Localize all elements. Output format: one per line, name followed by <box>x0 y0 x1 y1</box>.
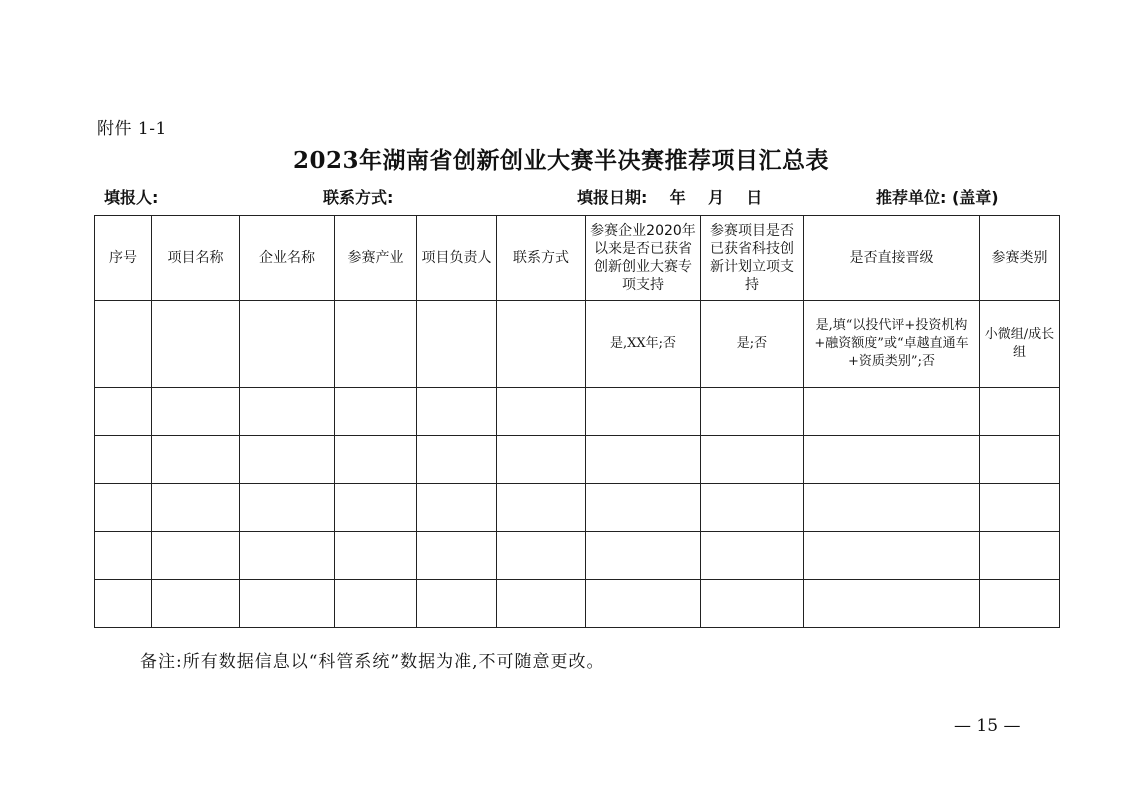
header-project-name: 项目名称 <box>152 216 240 301</box>
blank-rows <box>95 388 1060 628</box>
table-cell <box>417 484 497 532</box>
table-row <box>95 532 1060 580</box>
header-project-leader: 项目负责人 <box>417 216 497 301</box>
table-cell <box>335 436 417 484</box>
table-cell <box>586 580 701 628</box>
table-cell <box>152 532 240 580</box>
table-cell <box>95 388 152 436</box>
header-category: 参赛类别 <box>980 216 1060 301</box>
table-cell <box>586 436 701 484</box>
header-contest-support: 参赛企业2020年以来是否已获省创新创业大赛专项支持 <box>586 216 701 301</box>
table-cell <box>95 532 152 580</box>
header-plan-support: 参赛项目是否已获省科技创新计划立项支持 <box>701 216 804 301</box>
table-cell <box>417 532 497 580</box>
table-cell <box>701 388 804 436</box>
table-cell <box>95 484 152 532</box>
table-cell <box>497 388 586 436</box>
table-cell <box>417 301 497 388</box>
table-cell <box>335 301 417 388</box>
table-cell <box>497 532 586 580</box>
table-cell <box>240 436 335 484</box>
table-cell <box>497 301 586 388</box>
filler-label: 填报人: <box>104 188 159 207</box>
header-index: 序号 <box>95 216 152 301</box>
table-cell <box>152 580 240 628</box>
table-cell <box>980 580 1060 628</box>
table-cell <box>701 484 804 532</box>
table-cell <box>804 388 980 436</box>
attachment-label: 附件 1-1 <box>97 119 167 139</box>
table-cell <box>240 532 335 580</box>
header-direct-promotion: 是否直接晋级 <box>804 216 980 301</box>
table-cell <box>980 388 1060 436</box>
category-options: 小微组/成长组 <box>980 301 1060 388</box>
table-cell <box>240 301 335 388</box>
summary-table <box>94 215 1060 628</box>
table-row <box>95 301 1060 388</box>
table-cell <box>804 436 980 484</box>
table-cell <box>152 301 240 388</box>
table-cell <box>586 484 701 532</box>
table-cell <box>240 388 335 436</box>
plan-support-options: 是;否 <box>701 301 804 388</box>
table-cell <box>804 484 980 532</box>
table-header-row <box>95 216 1060 301</box>
contact-label: 联系方式: <box>323 188 394 207</box>
table-cell <box>335 580 417 628</box>
table-cell <box>980 532 1060 580</box>
footnote: 备注:所有数据信息以“科管系统”数据为准,不可随意更改。 <box>140 652 605 672</box>
table-cell <box>335 484 417 532</box>
page-number: — 15 — <box>954 716 1021 736</box>
table-cell <box>335 388 417 436</box>
table-cell <box>417 580 497 628</box>
table-cell <box>417 388 497 436</box>
table-cell <box>152 484 240 532</box>
document-title: 2023年湖南省创新创业大赛半决赛推荐项目汇总表 <box>292 147 829 174</box>
table-cell <box>980 436 1060 484</box>
direct-promotion-options: 是,填“以投代评+投资机构+融资额度”或“卓越直通车+资质类别”;否 <box>804 301 980 388</box>
table-cell <box>497 484 586 532</box>
table-cell <box>804 580 980 628</box>
header-industry: 参赛产业 <box>335 216 417 301</box>
table-row <box>95 580 1060 628</box>
table-cell <box>980 484 1060 532</box>
table-cell <box>95 301 152 388</box>
table-cell <box>586 388 701 436</box>
table-cell <box>586 532 701 580</box>
table-cell <box>497 436 586 484</box>
table-cell <box>701 532 804 580</box>
table-cell <box>240 484 335 532</box>
table-cell <box>95 436 152 484</box>
header-contact: 联系方式 <box>497 216 586 301</box>
table-cell <box>417 436 497 484</box>
table-cell <box>152 388 240 436</box>
table-cell <box>240 580 335 628</box>
fill-date-label: 填报日期: 年 月 日 <box>577 188 763 207</box>
table-cell <box>701 436 804 484</box>
table-row <box>95 484 1060 532</box>
contest-support-options: 是,XX年;否 <box>586 301 701 388</box>
table-cell <box>804 532 980 580</box>
recommending-unit-label: 推荐单位: (盖章) <box>876 188 999 207</box>
table-cell <box>701 580 804 628</box>
table-cell <box>95 580 152 628</box>
table-row <box>95 436 1060 484</box>
table-row <box>95 388 1060 436</box>
table-cell <box>152 436 240 484</box>
table-cell <box>335 532 417 580</box>
header-company-name: 企业名称 <box>240 216 335 301</box>
table-cell <box>497 580 586 628</box>
